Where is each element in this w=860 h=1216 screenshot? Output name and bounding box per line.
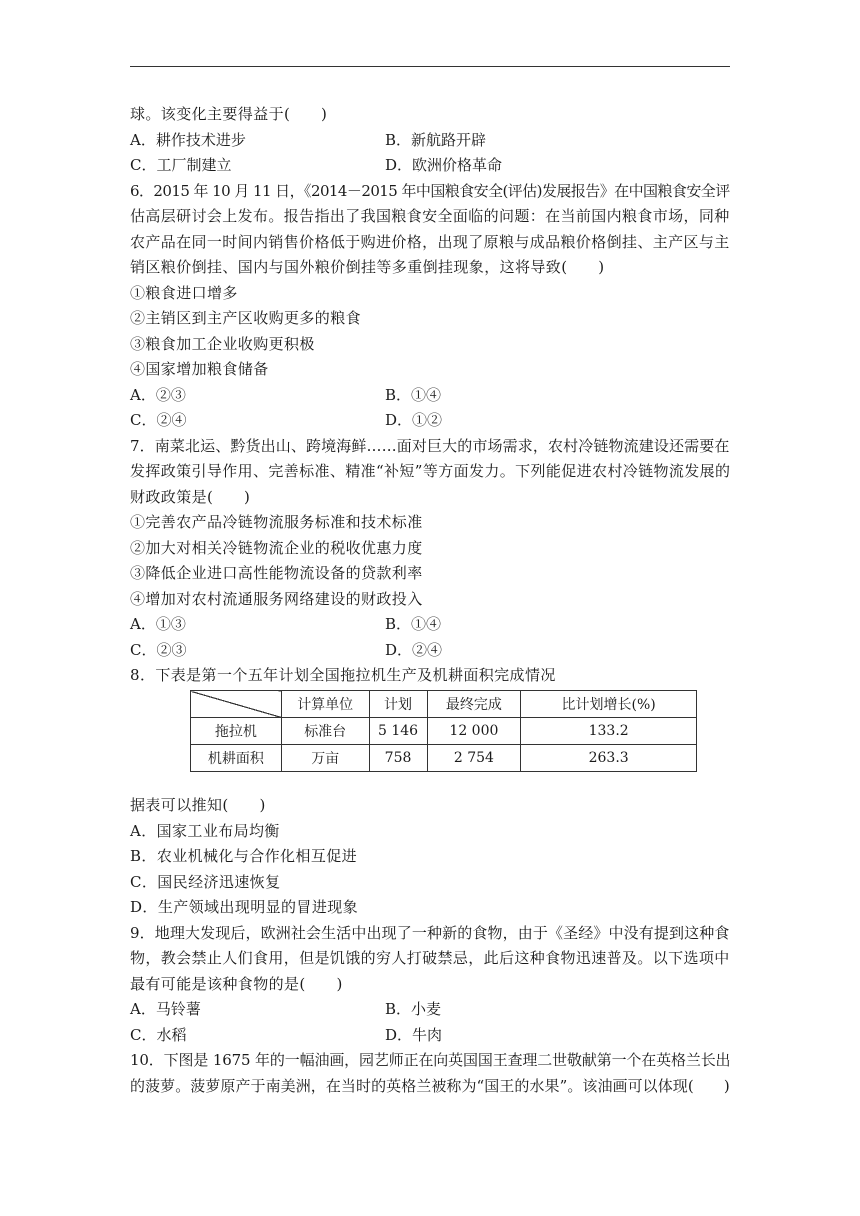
q8-option-c: C．国民经济迅速恢复 <box>130 873 281 891</box>
q6-option-d: D．①② <box>385 411 443 429</box>
q7-stem-line: 7．南菜北运、黔货出山、跨境海鲜……面对巨大的市场需求，农村冷链物流建设还需要在 <box>130 437 730 455</box>
q8-option-d: D．生产领域出现明显的冒进现象 <box>130 898 359 916</box>
q7-stem-line: 财政政策是( ) <box>130 488 251 506</box>
q9-option-a: A．马铃薯 <box>130 1000 201 1018</box>
q5-option-b: B．新航路开辟 <box>385 131 487 149</box>
q7-option-a: A．①③ <box>130 615 186 633</box>
q5-stem: 球。该变化主要得益于( ) <box>130 105 328 123</box>
q9-option-d: D．牛肉 <box>385 1026 443 1044</box>
q6-item: ①粮食进口增多 <box>130 284 238 302</box>
q6-item: ②主销区到主产区收购更多的粮食 <box>130 309 362 327</box>
table-header-cell: 计算单位 <box>281 691 369 718</box>
q7-item: ③降低企业进口高性能物流设备的贷款利率 <box>130 564 423 582</box>
q8-data-table <box>190 690 697 772</box>
table-cell: 133.2 <box>521 718 697 745</box>
q9-option-b: B．小麦 <box>385 1000 442 1018</box>
q9-stem-line: 最有可能是该种食物的是( ) <box>130 975 343 993</box>
q5-option-d: D．欧洲价格革命 <box>385 156 503 174</box>
q7-item: ①完善农产品冷链物流服务标准和技术标准 <box>130 513 423 531</box>
table-row <box>191 718 697 745</box>
table-cell: 263.3 <box>521 745 697 772</box>
q10-stem-line: 的菠萝。菠萝原产于南美洲，在当时的英格兰被称为“国王的水果”。该油画可以体现( ) <box>130 1077 730 1095</box>
table-cell: 万亩 <box>281 745 369 772</box>
q9-option-c: C．水稻 <box>130 1026 187 1044</box>
table-header-cell: 最终完成 <box>427 691 521 718</box>
table-row <box>191 745 697 772</box>
q8-question: 据表可以推知( ) <box>130 796 266 814</box>
q7-item: ②加大对相关冷链物流企业的税收优惠力度 <box>130 539 423 557</box>
table-header-cell: 比计划增长(%) <box>521 691 697 718</box>
q5-option-a: A．耕作技术进步 <box>130 131 246 149</box>
table-row-label: 拖拉机 <box>191 718 282 745</box>
q6-item: ③粮食加工企业收购更积极 <box>130 335 315 353</box>
table-cell: 758 <box>369 745 427 772</box>
q9-stem-line: 物，教会禁止人们食用，但是饥饿的穷人打破禁忌，此后这种食物迅速普及。以下选项中 <box>130 949 730 967</box>
q7-option-d: D．②④ <box>385 641 443 659</box>
table-cell: 标准台 <box>281 718 369 745</box>
q6-stem-line: 销区粮价倒挂、国内与国外粮价倒挂等多重倒挂现象，这将导致( ) <box>130 258 605 276</box>
table-header-row <box>191 691 697 718</box>
table-cell: 12 000 <box>427 718 521 745</box>
table-row-label: 机耕面积 <box>191 745 282 772</box>
q10-stem-line: 10．下图是 1675 年的一幅油画，园艺师正在向英国国王查理二世敬献第一个在英格兰长出 <box>130 1051 731 1069</box>
q8-option-a: A．国家工业布局均衡 <box>130 822 280 840</box>
q8-stem: 8．下表是第一个五年计划全国拖拉机生产及机耕面积完成情况 <box>130 666 556 684</box>
table-header-cell: 计划 <box>369 691 427 718</box>
header-rule <box>130 66 730 67</box>
q9-stem-line: 9．地理大发现后，欧洲社会生活中出现了一种新的食物，由于《圣经》中没有提到这种食 <box>130 924 730 942</box>
table-corner-diagonal <box>191 691 282 718</box>
q7-item: ④增加对农村流通服务网络建设的财政投入 <box>130 590 423 608</box>
q6-option-c: C．②④ <box>130 411 187 429</box>
q6-option-a: A．②③ <box>130 386 186 404</box>
q6-stem-line: 6．2015 年 10 月 11 日，《2014－2015 年中国粮食安全(评估)发展报告》在中国粮食安全评 <box>130 182 730 200</box>
q8-option-b: B．农业机械化与合作化相互促进 <box>130 847 358 865</box>
q6-item: ④国家增加粮食储备 <box>130 360 269 378</box>
table-cell: 5 146 <box>369 718 427 745</box>
table-cell: 2 754 <box>427 745 521 772</box>
q7-option-b: B．①④ <box>385 615 442 633</box>
q6-option-b: B．①④ <box>385 386 442 404</box>
q7-stem-line: 发挥政策引导作用、完善标准、精准“补短”等方面发力。下列能促进农村冷链物流发展的 <box>130 462 731 480</box>
q5-option-c: C．工厂制建立 <box>130 156 232 174</box>
q6-stem-line: 农产品在同一时间内销售价格低于购进价格，出现了原粮与成品粮价格倒挂、主产区与主 <box>130 233 730 251</box>
q7-option-c: C．②③ <box>130 641 187 659</box>
q6-stem-line: 估高层研讨会上发布。报告指出了我国粮食安全面临的问题：在当前国内粮食市场，同种 <box>130 207 730 225</box>
